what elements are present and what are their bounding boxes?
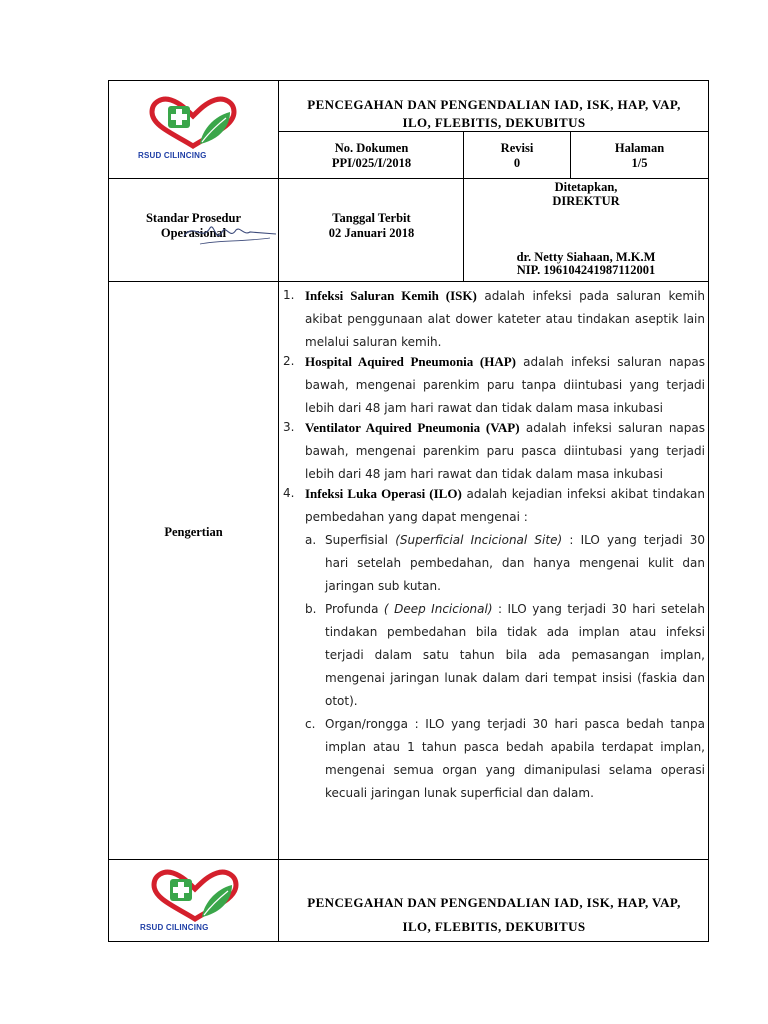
sop-label-line: Operasional (160, 226, 227, 240)
director-name: dr. Netty Siahaan, M.K.M (516, 250, 656, 264)
hospital-logo (140, 867, 250, 937)
definition-item (283, 416, 705, 486)
table-border-top (108, 80, 709, 81)
item-letter: a. (305, 533, 317, 547)
ilo-type-list (283, 529, 705, 805)
sop-label-line: Standar Prosedur (145, 211, 242, 225)
approval-label: Ditetapkan, (554, 180, 618, 194)
ilo-type-text: : ILO yang terjadi 30 hari pasca bedah tanpa implan atau 1 tahun pasca bedah apabila terdapat implan, mengenai semua organ yang dimanipulasi selama operasi kecuali jaringan lunak superficial dan dalam. (325, 717, 705, 800)
table-rule (108, 859, 709, 860)
table-border-bottom (108, 941, 709, 942)
table-col-divider (278, 80, 279, 860)
ilo-type-text: : ILO yang terjadi 30 hari setelah pembedahan, dan hanya mengenai kulit dan jaringan sub kutan. (325, 533, 706, 593)
definition-item (283, 482, 705, 529)
definition-text: adalah kejadian infeksi akibat tindakan pembedahan yang dapat mengenai : (305, 487, 705, 524)
revision-value: 0 (513, 156, 521, 170)
hospital-logo (138, 94, 248, 164)
logo-text: RSUD CILINCING (138, 151, 207, 160)
revision (464, 141, 570, 171)
definition-term: Infeksi Saluran Kemih (ISK) (305, 288, 477, 303)
page-info (571, 141, 708, 171)
issue-date-value: 02 Januari 2018 (328, 226, 415, 240)
ilo-type-name: Profunda (325, 602, 384, 616)
section-label: Pengertian (164, 525, 223, 539)
logo-text: RSUD CILINCING (140, 923, 209, 932)
ilo-type-text: : ILO yang terjadi 30 hari setelah tindakan pembedahan bila tidak ada implan atau infeksi terjadi dalam satu tahun bila ada pemasangan implan, mengenai jaringan lunak dalam dari tempat insisi (faskia dan otot). (325, 602, 705, 708)
title-line: ILO, FLEBITIS, DEKUBITUS (402, 115, 586, 130)
approval-role: DIREKTUR (552, 194, 620, 208)
issue-date-label: Tanggal Terbit (332, 211, 411, 225)
ilo-type-term: ( Deep Incicional) (383, 602, 493, 616)
definition-term: Infeksi Luka Operasi (ILO) (305, 486, 462, 501)
item-letter: c. (305, 717, 316, 731)
definition-term: Hospital Aquired Pneumonia (HAP) (305, 354, 516, 369)
item-number: 3. (283, 420, 295, 434)
title-line: PENCEGAHAN DAN PENGENDALIAN IAD, ISK, HAP, VAP, (307, 895, 681, 910)
ilo-type-name: Organ/rongga (325, 717, 408, 731)
definitions-content (283, 284, 705, 805)
footer-title (280, 891, 708, 939)
definition-item (283, 350, 705, 420)
definition-text: adalah infeksi saluran napas bawah, mengenai parenkim paru tanpa diintubasi yang terjadi lebih dari 48 jam hari rawat dan tidak dalam masa inkubasi (305, 355, 705, 415)
approval-block (464, 180, 708, 208)
table-col-divider (278, 859, 279, 941)
title-line: PENCEGAHAN DAN PENGENDALIAN IAD, ISK, HAP, VAP, (307, 97, 681, 112)
item-number: 4. (283, 486, 295, 500)
signature-icon (180, 214, 280, 250)
ilo-type-item (283, 713, 705, 805)
doc-number-value: PPI/025/I/2018 (331, 156, 412, 170)
page-label: Halaman (614, 141, 665, 155)
document-number (280, 141, 463, 171)
table-rule (108, 178, 709, 179)
definition-list (283, 284, 705, 529)
definition-text: adalah infeksi saluran napas bawah, mengenai parenkim paru pasca diintubasi yang terjadi lebih dari 48 jam hari rawat dan tidak dalam masa inkubasi (305, 421, 706, 481)
ilo-type-item (283, 598, 705, 713)
doc-number-label: No. Dokumen (334, 141, 409, 155)
director-block (464, 251, 708, 277)
table-border-left (108, 859, 109, 941)
revision-label: Revisi (500, 141, 534, 155)
director-nip: NIP. 196104241987112001 (516, 263, 656, 277)
table-border-right (708, 859, 709, 941)
table-border-left (108, 80, 109, 860)
definition-text: adalah infeksi pada saluran kemih akibat penggunaan alat dower kateter atau tindakan aseptik lain melalui saluran kemih. (305, 289, 705, 349)
page-value: 1/5 (631, 156, 648, 170)
definition-term: Ventilator Aquired Pneumonia (VAP) (305, 420, 520, 435)
item-letter: b. (305, 602, 317, 616)
item-number: 1. (283, 288, 295, 302)
ilo-type-name: Superfisial (325, 533, 396, 547)
table-rule (108, 281, 709, 282)
ilo-type-item (283, 529, 705, 598)
item-number: 2. (283, 354, 295, 368)
ilo-type-term: (Superficial Incicional Site) (395, 533, 563, 547)
definition-item (283, 284, 705, 354)
issue-date-block (280, 211, 463, 241)
title-line: ILO, FLEBITIS, DEKUBITUS (402, 919, 586, 934)
table-border-right (708, 80, 709, 860)
document-title (280, 96, 708, 132)
